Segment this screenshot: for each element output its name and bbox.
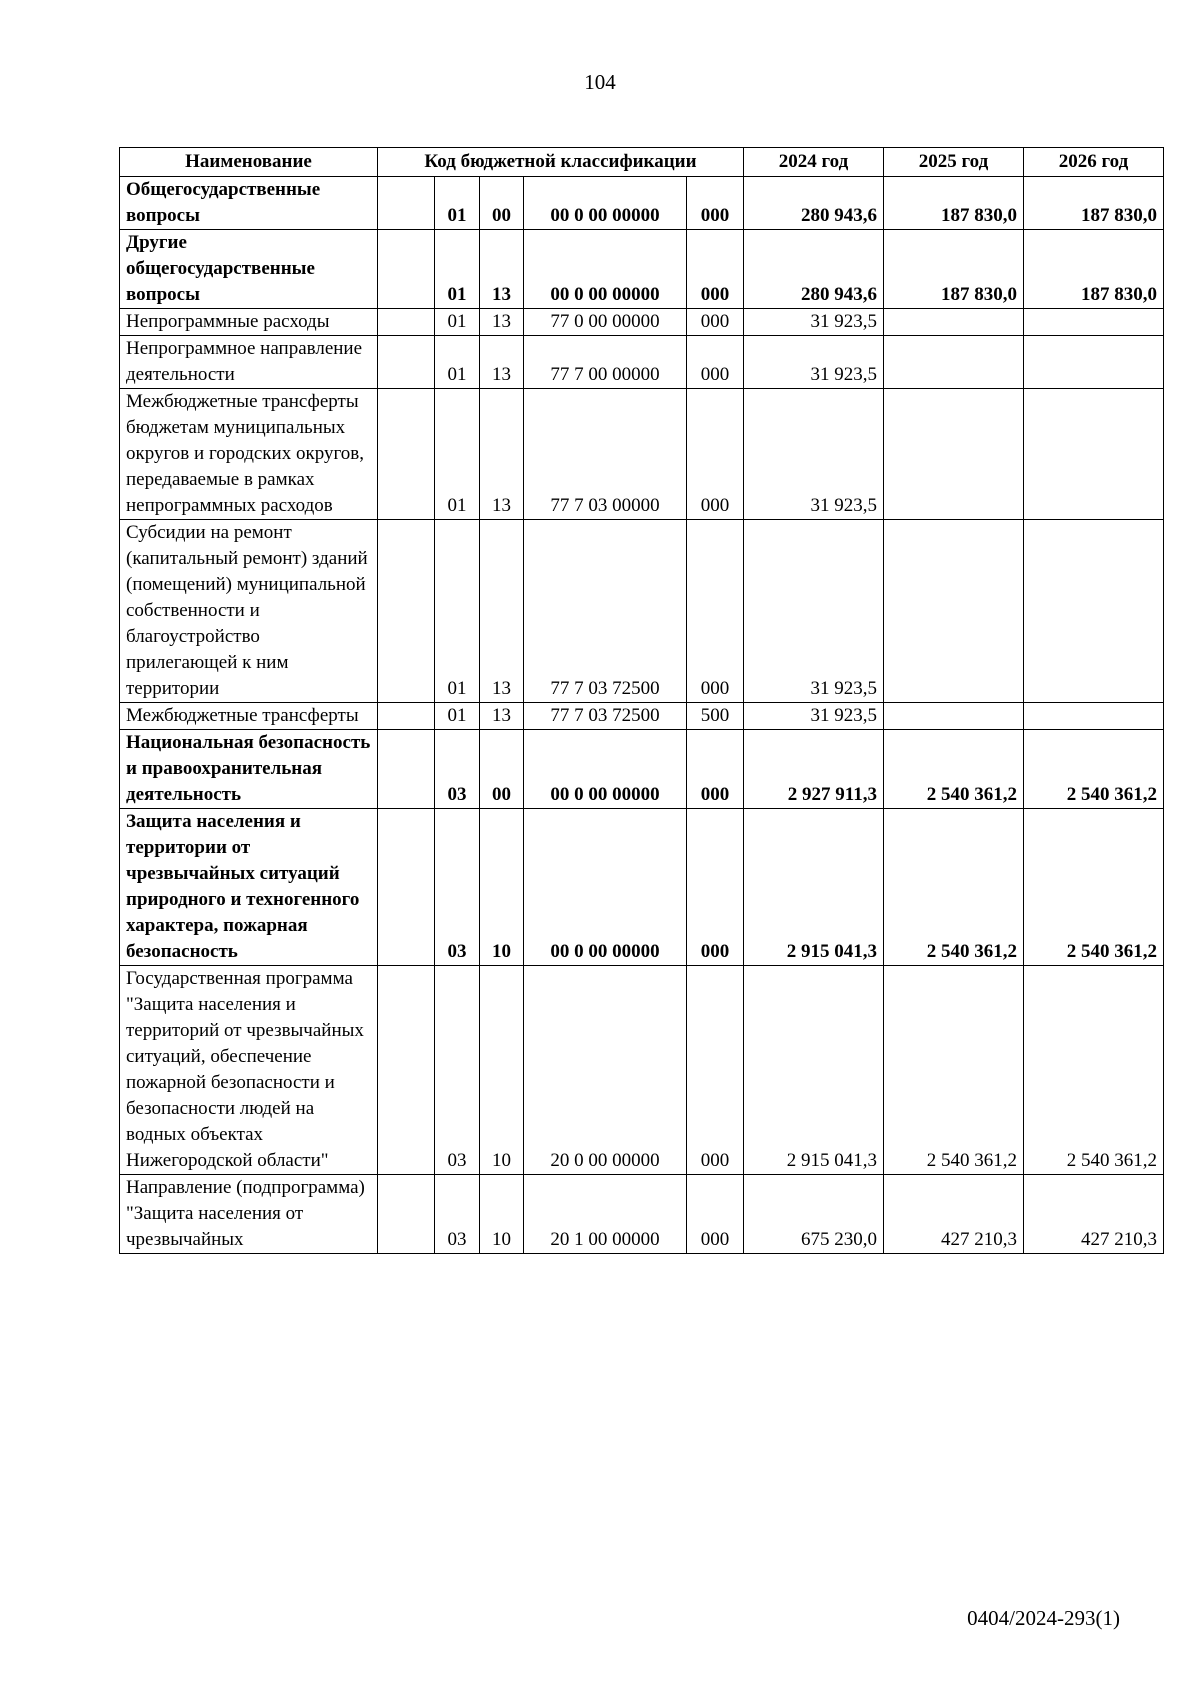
cell-code-expense-type: 000 bbox=[687, 336, 744, 389]
cell-code-1 bbox=[378, 966, 435, 1175]
table-row bbox=[120, 520, 1164, 703]
cell-2026: 187 830,0 bbox=[1024, 177, 1164, 230]
table-row bbox=[120, 1175, 1164, 1254]
cell-2026 bbox=[1024, 309, 1164, 336]
header-code: Код бюджетной классификации bbox=[378, 148, 744, 177]
cell-2026: 187 830,0 bbox=[1024, 230, 1164, 309]
cell-2025 bbox=[884, 703, 1024, 730]
cell-code-1 bbox=[378, 520, 435, 703]
cell-code-section: 01 bbox=[435, 389, 480, 520]
cell-name: Защита населения и территории от чрезвычайных ситуаций природного и техногенного характера, пожарная безопасность bbox=[120, 809, 378, 966]
cell-code-section: 01 bbox=[435, 520, 480, 703]
cell-code-expense-type: 000 bbox=[687, 1175, 744, 1254]
cell-code-expense-type: 000 bbox=[687, 520, 744, 703]
cell-code-target: 00 0 00 00000 bbox=[524, 809, 687, 966]
cell-code-subsection: 13 bbox=[480, 309, 524, 336]
cell-2024: 2 915 041,3 bbox=[744, 809, 884, 966]
cell-code-1 bbox=[378, 309, 435, 336]
cell-code-subsection: 10 bbox=[480, 809, 524, 966]
cell-code-target: 77 7 03 72500 bbox=[524, 520, 687, 703]
cell-name: Национальная безопасность и правоохранительная деятельность bbox=[120, 730, 378, 809]
cell-code-1 bbox=[378, 1175, 435, 1254]
cell-code-target: 20 1 00 00000 bbox=[524, 1175, 687, 1254]
cell-name: Государственная программа "Защита населения и территорий от чрезвычайных ситуаций, обеспечение пожарной безопасности и безопасности людей на водных объектах Нижегородской области" bbox=[120, 966, 378, 1175]
cell-code-1 bbox=[378, 177, 435, 230]
cell-name: Межбюджетные трансферты бюджетам муниципальных округов и городских округов, передаваемые в рамках непрограммных расходов bbox=[120, 389, 378, 520]
cell-2024: 675 230,0 bbox=[744, 1175, 884, 1254]
cell-code-1 bbox=[378, 336, 435, 389]
cell-2026: 2 540 361,2 bbox=[1024, 809, 1164, 966]
cell-code-section: 01 bbox=[435, 230, 480, 309]
budget-table bbox=[119, 147, 1164, 1254]
cell-2026: 2 540 361,2 bbox=[1024, 730, 1164, 809]
cell-code-target: 00 0 00 00000 bbox=[524, 730, 687, 809]
cell-name: Другие общегосударственные вопросы bbox=[120, 230, 378, 309]
cell-2026 bbox=[1024, 389, 1164, 520]
cell-2024: 31 923,5 bbox=[744, 520, 884, 703]
cell-code-subsection: 13 bbox=[480, 336, 524, 389]
cell-code-section: 01 bbox=[435, 309, 480, 336]
cell-code-section: 01 bbox=[435, 336, 480, 389]
header-2026: 2026 год bbox=[1024, 148, 1164, 177]
cell-2024: 2 927 911,3 bbox=[744, 730, 884, 809]
cell-name: Общегосударственные вопросы bbox=[120, 177, 378, 230]
cell-name: Непрограммное направление деятельности bbox=[120, 336, 378, 389]
cell-code-target: 77 0 00 00000 bbox=[524, 309, 687, 336]
cell-name: Субсидии на ремонт (капитальный ремонт) зданий (помещений) муниципальной собственности и благоустройство прилегающей к ним территории bbox=[120, 520, 378, 703]
cell-code-subsection: 13 bbox=[480, 520, 524, 703]
cell-code-subsection: 13 bbox=[480, 389, 524, 520]
header-2024: 2024 год bbox=[744, 148, 884, 177]
cell-2025 bbox=[884, 520, 1024, 703]
cell-code-expense-type: 000 bbox=[687, 809, 744, 966]
table-row bbox=[120, 730, 1164, 809]
cell-code-expense-type: 500 bbox=[687, 703, 744, 730]
cell-2025 bbox=[884, 336, 1024, 389]
cell-code-target: 00 0 00 00000 bbox=[524, 230, 687, 309]
cell-code-expense-type: 000 bbox=[687, 730, 744, 809]
table-row bbox=[120, 309, 1164, 336]
cell-2024: 2 915 041,3 bbox=[744, 966, 884, 1175]
cell-2025 bbox=[884, 309, 1024, 336]
cell-2026: 2 540 361,2 bbox=[1024, 966, 1164, 1175]
cell-code-expense-type: 000 bbox=[687, 230, 744, 309]
table-row bbox=[120, 177, 1164, 230]
table-row bbox=[120, 230, 1164, 309]
cell-code-1 bbox=[378, 730, 435, 809]
table-row bbox=[120, 966, 1164, 1175]
table-body bbox=[120, 177, 1164, 1254]
cell-code-expense-type: 000 bbox=[687, 389, 744, 520]
cell-code-section: 01 bbox=[435, 703, 480, 730]
header-2025: 2025 год bbox=[884, 148, 1024, 177]
cell-code-section: 03 bbox=[435, 1175, 480, 1254]
cell-2024: 280 943,6 bbox=[744, 177, 884, 230]
cell-code-section: 03 bbox=[435, 966, 480, 1175]
cell-name: Межбюджетные трансферты bbox=[120, 703, 378, 730]
cell-code-subsection: 13 bbox=[480, 230, 524, 309]
cell-code-expense-type: 000 bbox=[687, 309, 744, 336]
cell-code-subsection: 00 bbox=[480, 730, 524, 809]
cell-code-expense-type: 000 bbox=[687, 177, 744, 230]
cell-code-section: 03 bbox=[435, 809, 480, 966]
cell-2025: 2 540 361,2 bbox=[884, 809, 1024, 966]
cell-code-section: 01 bbox=[435, 177, 480, 230]
cell-code-target: 20 0 00 00000 bbox=[524, 966, 687, 1175]
cell-code-subsection: 10 bbox=[480, 966, 524, 1175]
cell-2024: 31 923,5 bbox=[744, 389, 884, 520]
cell-name: Направление (подпрограмма) "Защита населения от чрезвычайных bbox=[120, 1175, 378, 1254]
cell-2026 bbox=[1024, 520, 1164, 703]
cell-code-subsection: 13 bbox=[480, 703, 524, 730]
cell-code-expense-type: 000 bbox=[687, 966, 744, 1175]
cell-2025: 187 830,0 bbox=[884, 177, 1024, 230]
cell-2025: 2 540 361,2 bbox=[884, 730, 1024, 809]
table-row bbox=[120, 703, 1164, 730]
cell-code-subsection: 00 bbox=[480, 177, 524, 230]
cell-2024: 31 923,5 bbox=[744, 336, 884, 389]
cell-2026: 427 210,3 bbox=[1024, 1175, 1164, 1254]
table-header-row bbox=[120, 148, 1164, 177]
cell-code-target: 00 0 00 00000 bbox=[524, 177, 687, 230]
cell-code-section: 03 bbox=[435, 730, 480, 809]
cell-code-1 bbox=[378, 703, 435, 730]
cell-code-subsection: 10 bbox=[480, 1175, 524, 1254]
cell-2024: 31 923,5 bbox=[744, 309, 884, 336]
cell-2026 bbox=[1024, 703, 1164, 730]
cell-code-target: 77 7 00 00000 bbox=[524, 336, 687, 389]
table-row bbox=[120, 336, 1164, 389]
table-row bbox=[120, 809, 1164, 966]
cell-code-1 bbox=[378, 230, 435, 309]
cell-code-target: 77 7 03 00000 bbox=[524, 389, 687, 520]
cell-2025: 427 210,3 bbox=[884, 1175, 1024, 1254]
cell-2024: 280 943,6 bbox=[744, 230, 884, 309]
cell-code-target: 77 7 03 72500 bbox=[524, 703, 687, 730]
cell-2024: 31 923,5 bbox=[744, 703, 884, 730]
cell-2025: 187 830,0 bbox=[884, 230, 1024, 309]
table-row bbox=[120, 389, 1164, 520]
cell-name: Непрограммные расходы bbox=[120, 309, 378, 336]
page-number: 104 bbox=[584, 70, 616, 94]
cell-2026 bbox=[1024, 336, 1164, 389]
document-code: 0404/2024-293(1) bbox=[967, 1606, 1120, 1630]
cell-code-1 bbox=[378, 809, 435, 966]
cell-2025 bbox=[884, 389, 1024, 520]
header-name: Наименование bbox=[120, 148, 378, 177]
cell-2025: 2 540 361,2 bbox=[884, 966, 1024, 1175]
cell-code-1 bbox=[378, 389, 435, 520]
